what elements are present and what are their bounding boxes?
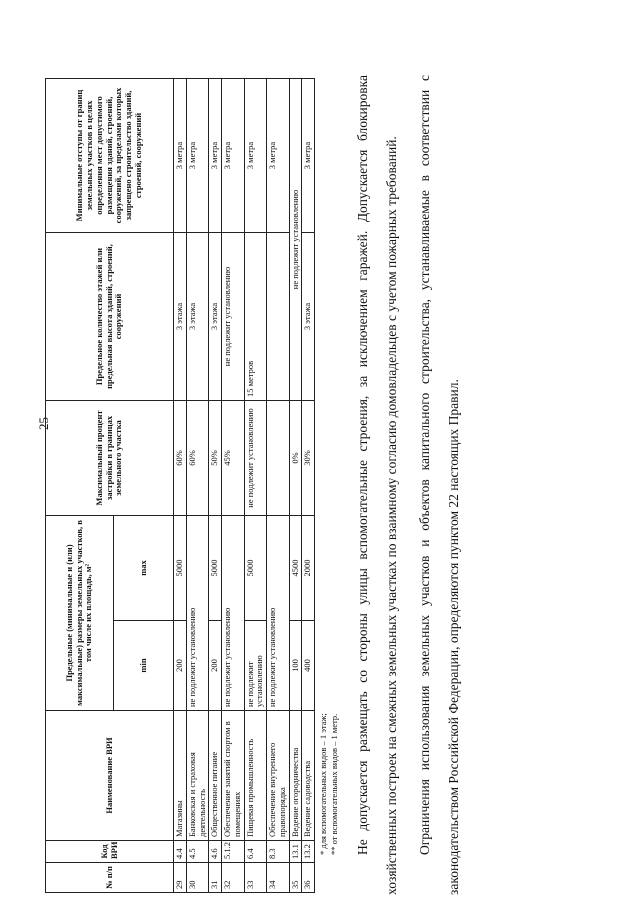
cell-name: Банковская и страховая деятельность — [186, 711, 209, 841]
cell-floors-setback-merged: не подлежит установлению — [289, 79, 302, 401]
cell-min: 200 — [174, 621, 187, 711]
table-row — [186, 79, 209, 893]
cell-code: 4.5 — [186, 841, 209, 863]
cell-size-merged: не подлежит установлению — [186, 516, 209, 711]
header-size-max: max — [114, 516, 174, 621]
table-row — [174, 79, 187, 893]
cell-name: Магазины — [174, 711, 187, 841]
cell-num: 32 — [222, 863, 245, 893]
cell-floors: не подлежит установлению — [222, 233, 245, 401]
cell-size-merged: не подлежит установлению — [222, 516, 245, 711]
page-number: 25 — [36, 417, 51, 430]
rotated-page-content — [45, 23, 640, 895]
cell-code: 6.4 — [244, 841, 267, 863]
header-setback: Минимальные отступы от границ земельных участков в целях определения мест допустимого размещения зданий, строений, сооружений, за пределами которых запрещено строительство зданий, строений, сооружений — [46, 79, 174, 233]
cell-floors: 3 этажа — [209, 233, 222, 401]
cell-name: Обеспечение занятий спортом в помещениях — [222, 711, 245, 841]
cell-name: Общественное питание — [209, 711, 222, 841]
note-line: * для вспомогательных видов – 1 этаж; — [318, 713, 329, 855]
cell-floors: 3 этажа — [302, 233, 315, 401]
cell-min: 200 — [209, 621, 222, 711]
header-num: № п/п — [46, 863, 174, 893]
table-row — [302, 79, 315, 893]
cell-num: 35 — [289, 863, 302, 893]
cell-num: 34 — [267, 863, 290, 893]
cell-coverage: 60% — [174, 401, 187, 516]
note-line: ** от вспомогательных видов – 1 метр. — [329, 713, 340, 855]
table-row — [267, 79, 290, 893]
cell-max: 5000 — [244, 516, 267, 621]
cell-coverage: 45% — [222, 401, 245, 516]
cell-setback: 3 метра — [267, 79, 290, 233]
cell-floors: 3 этажа — [186, 233, 209, 401]
cell-max: 5000 — [174, 516, 187, 621]
cell-max: 4500 — [289, 516, 302, 621]
header-size-min: min — [114, 621, 174, 711]
header-coverage: Максимальный процент застройки в границах земельного участка — [46, 401, 174, 516]
header-name: Наименование ВРИ — [46, 711, 174, 841]
cell-coverage: 0% — [289, 401, 302, 516]
cell-floors: 15 метров — [244, 233, 267, 401]
cell-min: 400 — [302, 621, 315, 711]
cell-coverage: 30% — [302, 401, 315, 516]
table-row — [222, 79, 245, 893]
cell-max: 5000 — [209, 516, 222, 621]
cell-setback: 3 метра — [174, 79, 187, 233]
table-row — [209, 79, 222, 893]
cell-num: 29 — [174, 863, 187, 893]
cell-floors: 3 этажа — [174, 233, 187, 401]
cell-coverage: 50% — [209, 401, 222, 516]
cell-num: 33 — [244, 863, 267, 893]
cell-setback: 3 метра — [302, 79, 315, 233]
cell-setback: 3 метра — [186, 79, 209, 233]
table-notes — [318, 23, 340, 855]
header-code: Код ВРИ — [46, 841, 174, 863]
cell-setback: 3 метра — [209, 79, 222, 233]
cell-coverage: 60% — [186, 401, 209, 516]
vri-table — [45, 78, 315, 893]
header-size-group: Предельные (минимальные и (или) максимальные) размеры земельных участков, в том числе их площадь, м² — [46, 516, 114, 711]
cell-max: 2000 — [302, 516, 315, 621]
cell-code: 8.3 — [267, 841, 290, 863]
cell-setback: 3 метра — [222, 79, 245, 233]
cell-name: Обеспечение внутреннего правопорядка — [267, 711, 290, 841]
cell-code: 4.4 — [174, 841, 187, 863]
cell-coverage: не подлежит установлению — [244, 401, 267, 516]
cell-coverage-empty — [267, 401, 290, 516]
cell-name: Ведение огородничества — [289, 711, 302, 841]
cell-code: 13.2 — [302, 841, 315, 863]
paragraph: Ограничения использования земельных участков и объектов капитального строительства, устанавливаемые в соответствии с законодательством Российской Федерации, определяются пунктом 22 настоящих Правил. — [417, 75, 462, 895]
paragraph: Не допускается размещать со стороны улицы вспомогательные строения, за исключением гаражей. Допускается блокировка хозяйственных построек на смежных земельных участках по взаимному согласию домовладельцев с учетом пожарных требований. — [355, 75, 400, 895]
cell-name: Пищевая промышленность — [244, 711, 267, 841]
table-row — [289, 79, 302, 893]
cell-code: 13.1 — [289, 841, 302, 863]
cell-floors-empty — [267, 233, 290, 401]
table-row — [244, 79, 267, 893]
cell-min: 100 — [289, 621, 302, 711]
cell-num: 36 — [302, 863, 315, 893]
cell-setback: 3 метра — [244, 79, 267, 233]
cell-code: 5.1.2 — [222, 841, 245, 863]
cell-min: не подлежит установлению — [244, 621, 267, 711]
cell-name: Ведение садоводства — [302, 711, 315, 841]
header-floors: Предельное количество этажей или предельная высота зданий, строений, сооружений — [46, 233, 174, 401]
cell-num: 31 — [209, 863, 222, 893]
cell-num: 30 — [186, 863, 209, 893]
cell-code: 4.6 — [209, 841, 222, 863]
cell-size-merged: не подлежит установлению — [267, 516, 290, 711]
